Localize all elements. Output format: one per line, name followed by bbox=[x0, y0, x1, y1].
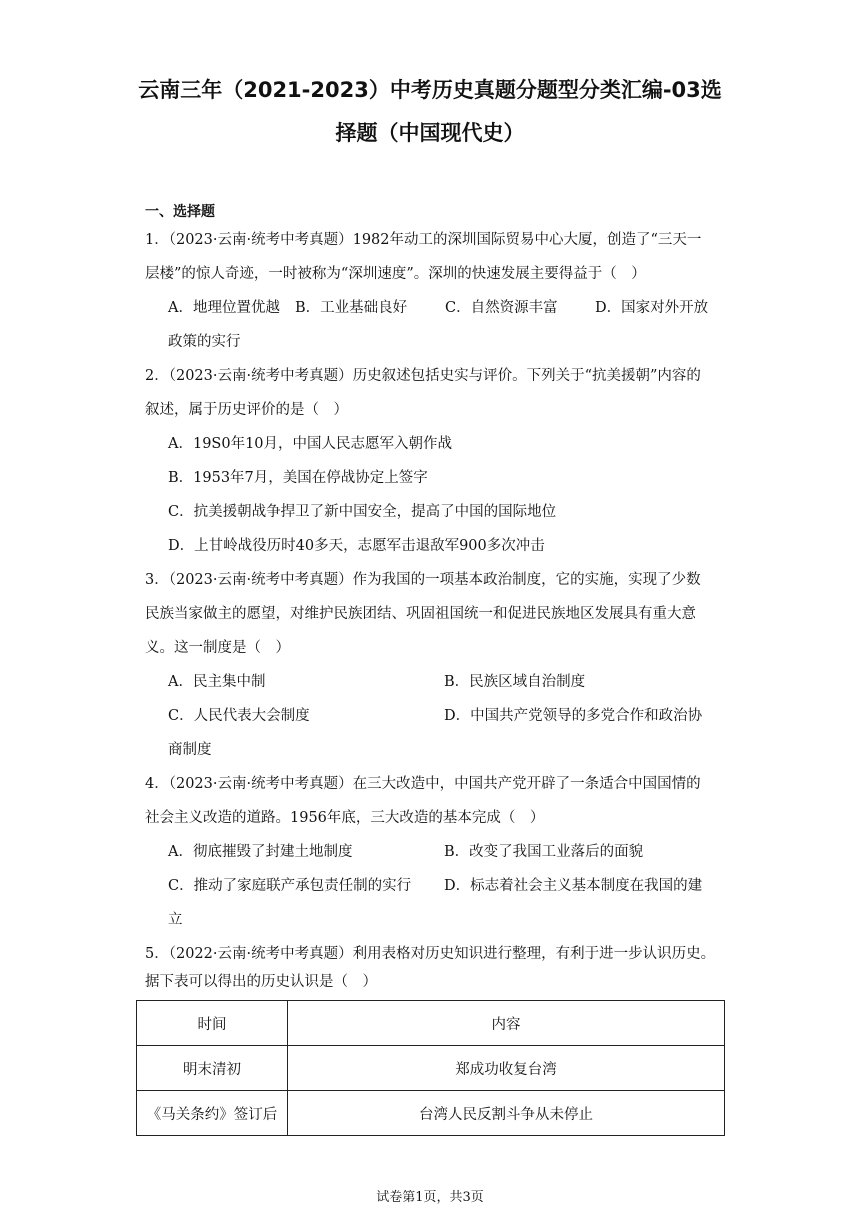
q4-option-c: C．推动了家庭联产承包责任制的实行 bbox=[168, 878, 412, 894]
page-footer: 试卷第1页，共3页 bbox=[376, 1190, 484, 1205]
q3-option-d-continued: 商制度 bbox=[168, 742, 212, 758]
q5-stem-line-1: 5．（2022·云南·统考中考真题）利用表格对历史知识进行整理，有利于进一步认识历史。 bbox=[145, 946, 716, 962]
q3-stem-line-3: 义。这一制度是（ ） bbox=[145, 640, 290, 656]
q4-option-d: D．标志着社会主义基本制度在我国的建 bbox=[444, 878, 703, 894]
q2-option-b: B．1953年7月，美国在停战协定上签字 bbox=[168, 470, 428, 486]
q1-option-a: A．地理位置优越 bbox=[168, 300, 280, 316]
table-header-time: 时间 bbox=[137, 1001, 288, 1046]
q3-option-a: A．民主集中制 bbox=[168, 674, 266, 690]
q2-option-a: A．19S0年10月，中国人民志愿军入朝作战 bbox=[168, 436, 453, 452]
q4-stem-line-2: 社会主义改造的道路。1956年底，三大改造的基本完成（ ） bbox=[145, 810, 545, 826]
table-cell-time: 明末清初 bbox=[137, 1046, 288, 1091]
q2-option-d: D．上甘岭战役历时40多天，志愿军击退敌军900多次冲击 bbox=[168, 538, 545, 554]
q4-option-d-continued: 立 bbox=[168, 912, 183, 928]
q3-stem-line-2: 民族当家做主的愿望，对维护民族团结、巩固祖国统一和促进民族地区发展具有重大意 bbox=[145, 606, 696, 622]
document-title-line-1: 云南三年（2021-2023）中考历史真题分题型分类汇编-03选 bbox=[138, 78, 722, 102]
table-cell-content: 郑成功收复台湾 bbox=[288, 1046, 725, 1091]
history-table bbox=[136, 1000, 725, 1136]
q3-stem-line-1: 3．（2023·云南·统考中考真题）作为我国的一项基本政治制度，它的实施，实现了少数 bbox=[145, 572, 701, 588]
q3-option-b: B．民族区域自治制度 bbox=[444, 674, 586, 690]
document-title-line-2: 择题（中国现代史） bbox=[335, 121, 525, 145]
q1-option-d: D．国家对外开放 bbox=[595, 300, 709, 316]
q3-option-c: C．人民代表大会制度 bbox=[168, 708, 310, 724]
q1-stem-line-1: 1．（2023·云南·统考中考真题）1982年动工的深圳国际贸易中心大厦，创造了“三天一 bbox=[145, 232, 702, 248]
table-row bbox=[137, 1046, 725, 1091]
q2-stem-line-1: 2．（2023·云南·统考中考真题）历史叙述包括史实与评价。下列关于“抗美援朝”内容的 bbox=[145, 368, 701, 384]
q4-option-a: A．彻底摧毁了封建土地制度 bbox=[168, 844, 353, 860]
table-row bbox=[137, 1091, 725, 1136]
table-header-row bbox=[137, 1001, 725, 1046]
table-header-content: 内容 bbox=[288, 1001, 725, 1046]
q2-stem-line-2: 叙述，属于历史评价的是（ ） bbox=[145, 402, 348, 418]
q4-stem-line-1: 4．（2023·云南·统考中考真题）在三大改造中，中国共产党开辟了一条适合中国国情的 bbox=[145, 776, 701, 792]
q1-stem-line-2: 层楼”的惊人奇迹，一时被称为“深圳速度”。深圳的快速发展主要得益于（ ） bbox=[145, 266, 646, 282]
section-heading: 一、选择题 bbox=[145, 204, 215, 220]
table-cell-content: 台湾人民反割斗争从未停止 bbox=[288, 1091, 725, 1136]
q1-option-d-continued: 政策的实行 bbox=[168, 334, 241, 350]
q2-option-c: C．抗美援朝战争捍卫了新中国安全，提高了中国的国际地位 bbox=[168, 504, 557, 520]
q3-option-d: D．中国共产党领导的多党合作和政治协 bbox=[444, 708, 703, 724]
q1-option-c: C．自然资源丰富 bbox=[445, 300, 558, 316]
q1-option-b: B．工业基础良好 bbox=[295, 300, 408, 316]
table-cell-time: 《马关条约》签订后 bbox=[137, 1091, 288, 1136]
q5-stem-line-2: 据下表可以得出的历史认识是（ ） bbox=[145, 974, 377, 990]
q4-option-b: B．改变了我国工业落后的面貌 bbox=[444, 844, 644, 860]
